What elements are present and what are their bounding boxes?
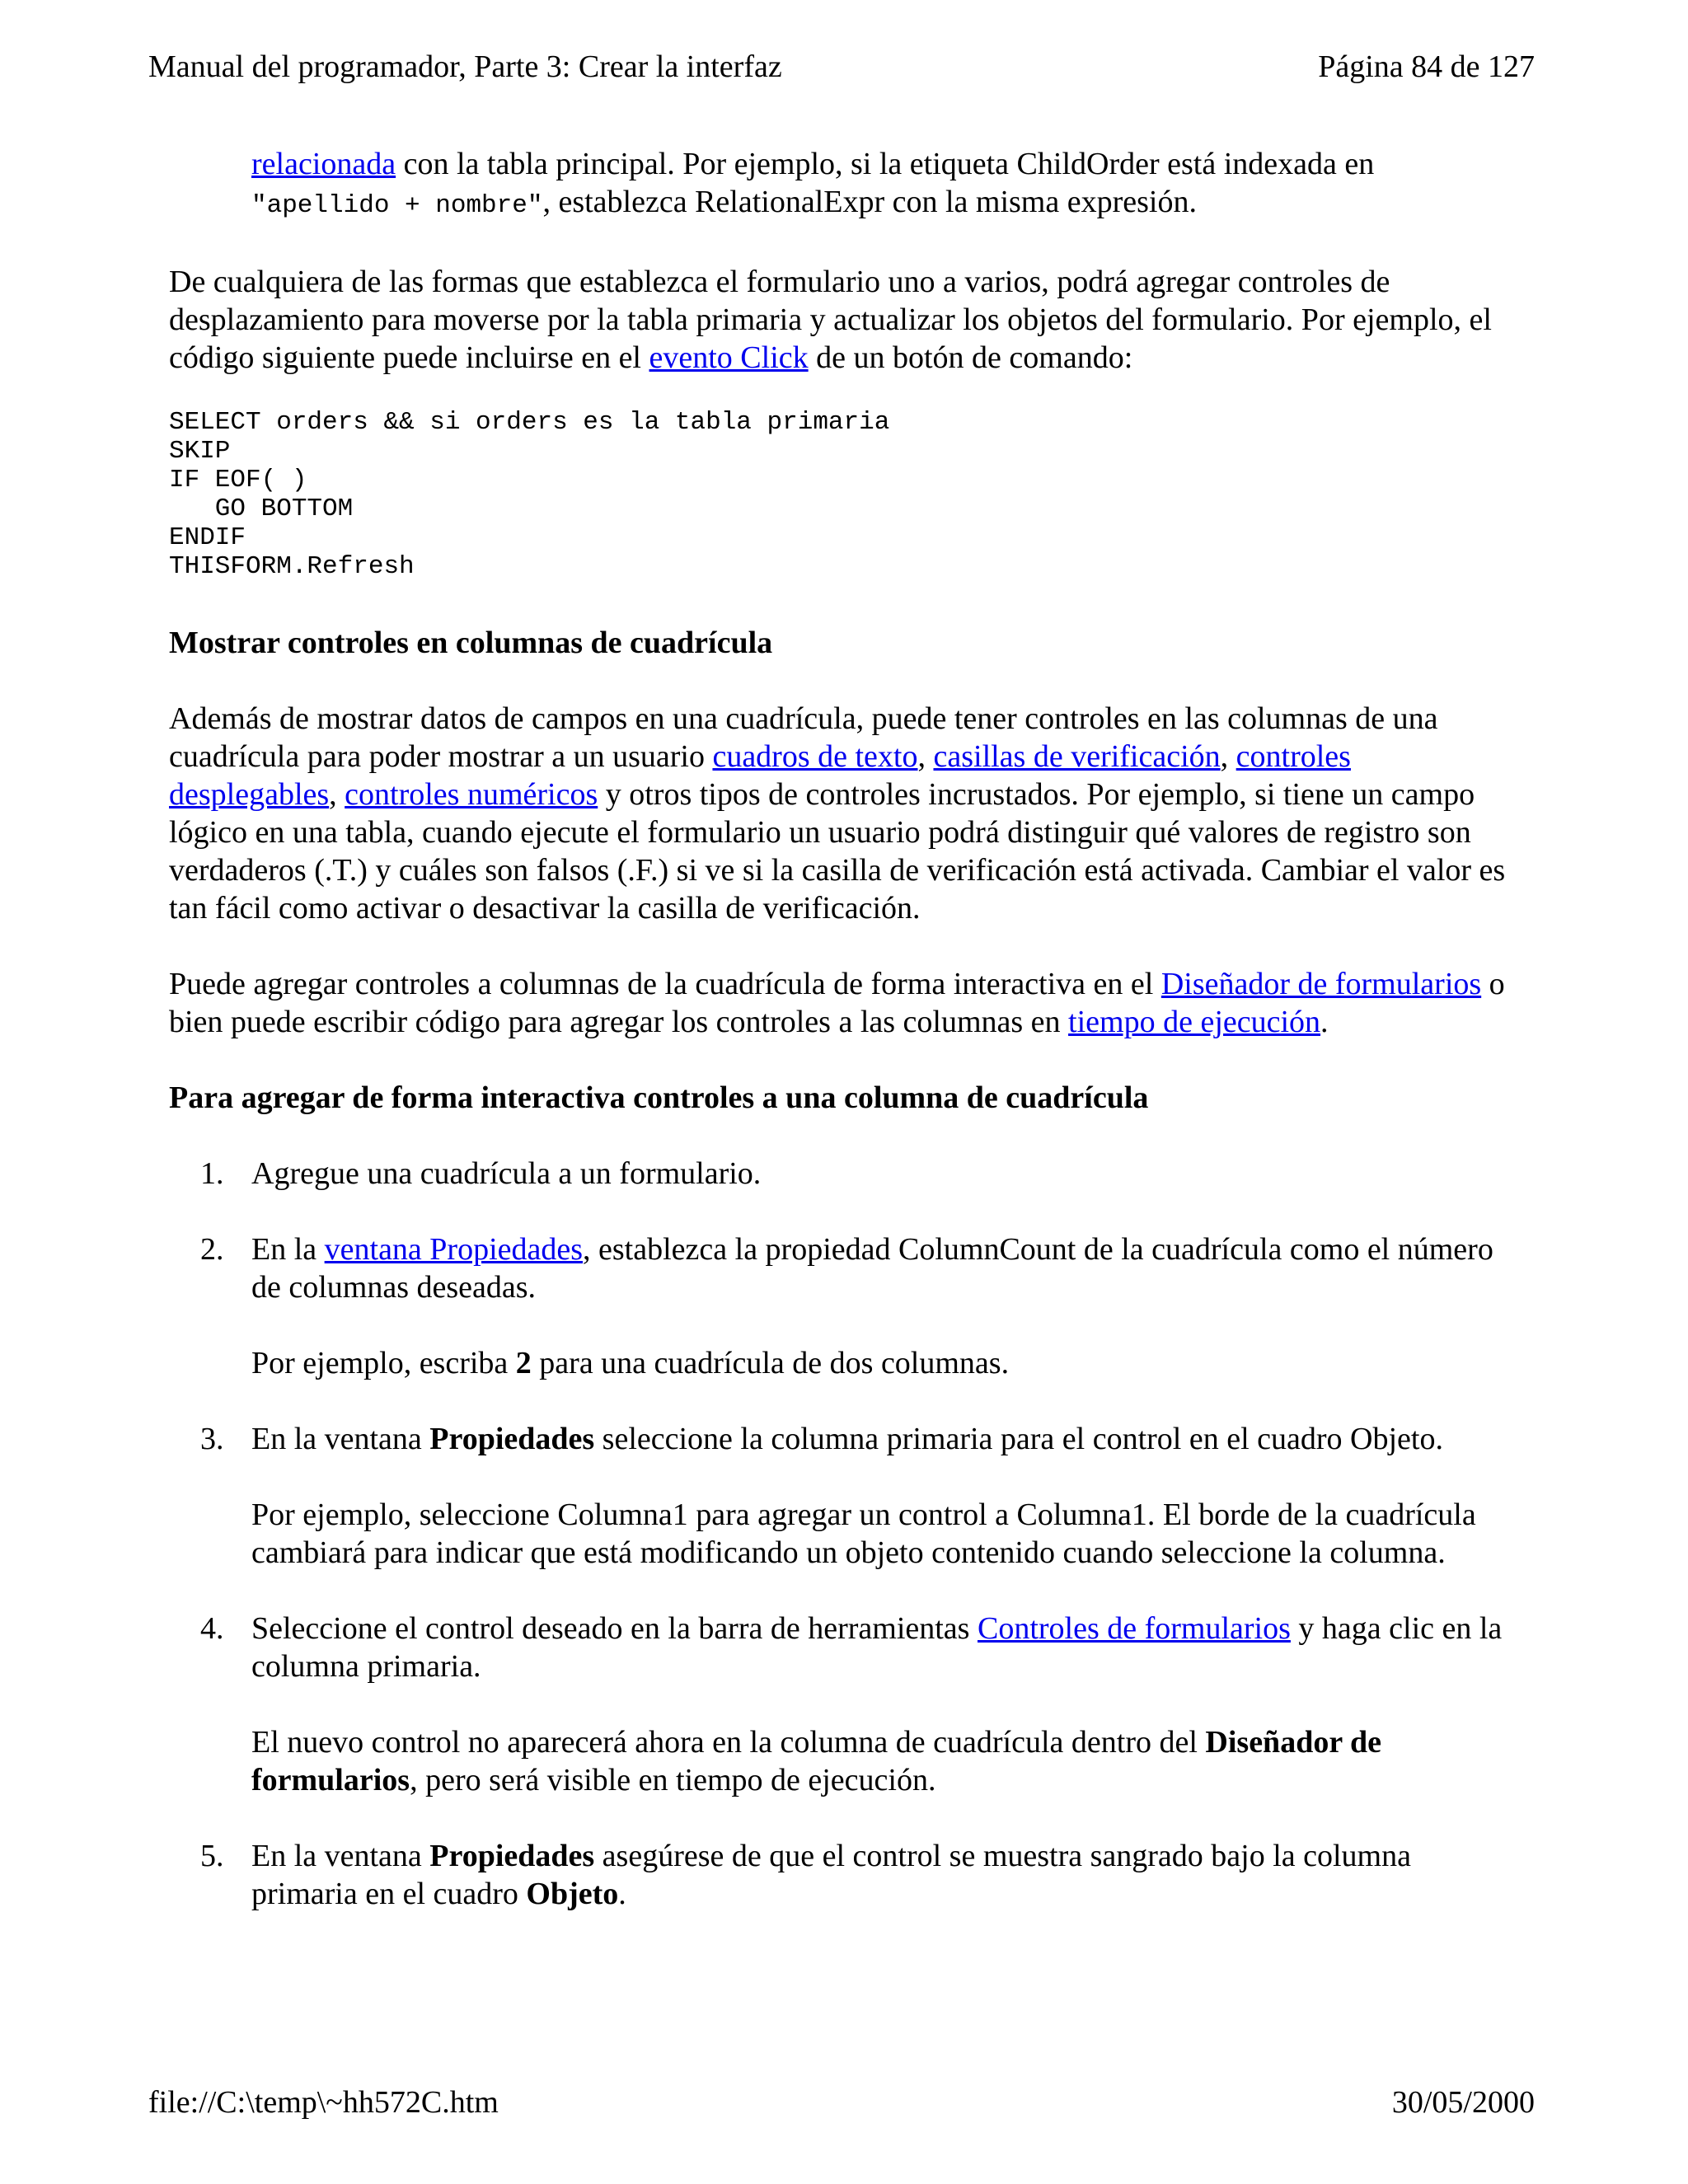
list-item xyxy=(169,1155,1521,1193)
code-block: SELECT orders && si orders es la tabla primaria SKIP IF EOF( ) GO BOTTOM ENDIF THISFORM.Refresh xyxy=(169,408,890,581)
step-number: 4. xyxy=(200,1611,224,1646)
step-number: 1. xyxy=(200,1156,224,1191)
bold-text: Objeto xyxy=(526,1877,619,1911)
link-casillas-de-verificacion[interactable]: casillas de verificación xyxy=(933,739,1221,774)
list-item xyxy=(169,1420,1521,1572)
text: y haga clic en la columna primaria. xyxy=(251,1611,1503,1684)
text: . xyxy=(618,1877,626,1911)
link-controles-desplegables[interactable]: controles desplegables xyxy=(169,739,1351,812)
page-header xyxy=(148,48,1535,86)
step-text: Agregue una cuadrícula a un formulario. xyxy=(251,1156,762,1191)
text: En la ventana xyxy=(251,1422,430,1456)
bold-text: Propiedades xyxy=(429,1839,595,1873)
text: para una cuadrícula de dos columnas. xyxy=(531,1346,1010,1380)
header-page-number: Página 84 de 127 xyxy=(1318,49,1535,84)
text: , xyxy=(1220,739,1236,774)
text: Puede agregar controles a columnas de la cuadrícula de forma interactiva en el xyxy=(169,967,1161,1001)
text: , pero será visible en tiempo de ejecución. xyxy=(410,1763,936,1797)
link-tiempo-de-ejecucion[interactable]: tiempo de ejecución xyxy=(1068,1005,1321,1039)
text: asegúrese de que el control se muestra sangrado bajo la columna primaria en el cuadro xyxy=(251,1839,1411,1911)
text: En la ventana xyxy=(251,1839,430,1873)
document-body xyxy=(169,145,1521,1913)
paragraph-scroll-controls xyxy=(169,263,1521,377)
text: El nuevo control no aparecerá ahora en la columna de cuadrícula dentro del xyxy=(251,1725,1206,1760)
link-disenador-de-formularios[interactable]: Diseñador de formularios xyxy=(1160,967,1482,1001)
text: . xyxy=(1320,1005,1329,1039)
section-heading: Mostrar controles en columnas de cuadrícula xyxy=(169,626,773,660)
text: Seleccione el control deseado en la barra de herramientas xyxy=(251,1611,978,1646)
step-number: 2. xyxy=(200,1232,224,1267)
link-cuadros-de-texto[interactable]: cuadros de texto xyxy=(712,739,918,774)
step-text xyxy=(251,1230,1521,1306)
link-controles-de-formularios[interactable]: Controles de formularios xyxy=(977,1611,1291,1646)
link-relacionada[interactable]: relacionada xyxy=(251,147,396,181)
text: , xyxy=(917,739,934,774)
inline-code: "apellido + nombre" xyxy=(251,191,543,220)
text: En la xyxy=(251,1232,325,1267)
list-item xyxy=(169,1230,1521,1382)
step-note xyxy=(251,1344,1521,1382)
step-number: 3. xyxy=(200,1422,224,1456)
steps-list xyxy=(169,1155,1521,1913)
paragraph-relational xyxy=(251,145,1521,225)
step-text xyxy=(251,1610,1521,1685)
bold-text: Propiedades xyxy=(429,1422,595,1456)
text: De cualquiera de las formas que establezca el formulario uno a varios, podrá agregar controles de desplazamiento para moverse por la tabla primaria y actualizar los objetos del formulario. Por ejemplo, el código siguiente puede incluirse en el xyxy=(169,265,1492,375)
list-item xyxy=(169,1837,1521,1913)
footer-date: 30/05/2000 xyxy=(1391,2085,1535,2120)
step-number: 5. xyxy=(200,1839,224,1873)
footer-file-path: file://C:\temp\~hh572C.htm xyxy=(148,2085,499,2120)
link-evento-click[interactable]: evento Click xyxy=(649,340,809,375)
header-title: Manual del programador, Parte 3: Crear la interfaz xyxy=(148,49,782,84)
bold-text: Diseñador de formularios xyxy=(251,1725,1382,1797)
link-ventana-propiedades[interactable]: ventana Propiedades xyxy=(324,1232,584,1267)
text: Además de mostrar datos de campos en una cuadrícula, puede tener controles en las columnas de una cuadrícula para poder mostrar a un usuario xyxy=(169,701,1438,774)
step-note xyxy=(251,1723,1521,1799)
text: de un botón de comando: xyxy=(808,340,1133,375)
step-text xyxy=(251,1837,1521,1913)
bold-text: 2 xyxy=(515,1346,532,1380)
page-footer xyxy=(148,2083,1535,2121)
step-text xyxy=(251,1420,1521,1458)
procedure-heading: Para agregar de forma interactiva controles a una columna de cuadrícula xyxy=(169,1080,1149,1115)
text: seleccione la columna primaria para el control en el cuadro Objeto. xyxy=(594,1422,1443,1456)
step-note: Por ejemplo, seleccione Columna1 para agregar un control a Columna1. El borde de la cuadrícula cambiará para indicar que está modificando un objeto contenido cuando seleccione la columna. xyxy=(251,1497,1476,1570)
text: y otros tipos de controles incrustados. Por ejemplo, si tiene un campo lógico en una tabla, cuando ejecute el formulario un usuario podrá distinguir qué valores de registro son verdaderos (.T.) y cuáles son falsos (.F.) si ve si la casilla de verificación está activada. Cambiar el valor es tan fácil como activar o desactivar la casilla de verificación. xyxy=(169,777,1506,926)
list-item xyxy=(169,1610,1521,1799)
text: Por ejemplo, escriba xyxy=(251,1346,516,1380)
text: o bien puede escribir código para agregar los controles a las columnas en xyxy=(169,967,1505,1039)
text: , establezca RelationalExpr con la misma expresión. xyxy=(542,185,1197,219)
paragraph-add-controls xyxy=(169,965,1521,1041)
text: , xyxy=(329,777,345,812)
text: con la tabla principal. Por ejemplo, si la etiqueta ChildOrder está indexada en xyxy=(396,147,1375,181)
paragraph-grid-controls xyxy=(169,700,1521,927)
link-controles-numericos[interactable]: controles numéricos xyxy=(345,777,598,812)
text: , establezca la propiedad ColumnCount de la cuadrícula como el número de columnas deseadas. xyxy=(251,1232,1493,1305)
